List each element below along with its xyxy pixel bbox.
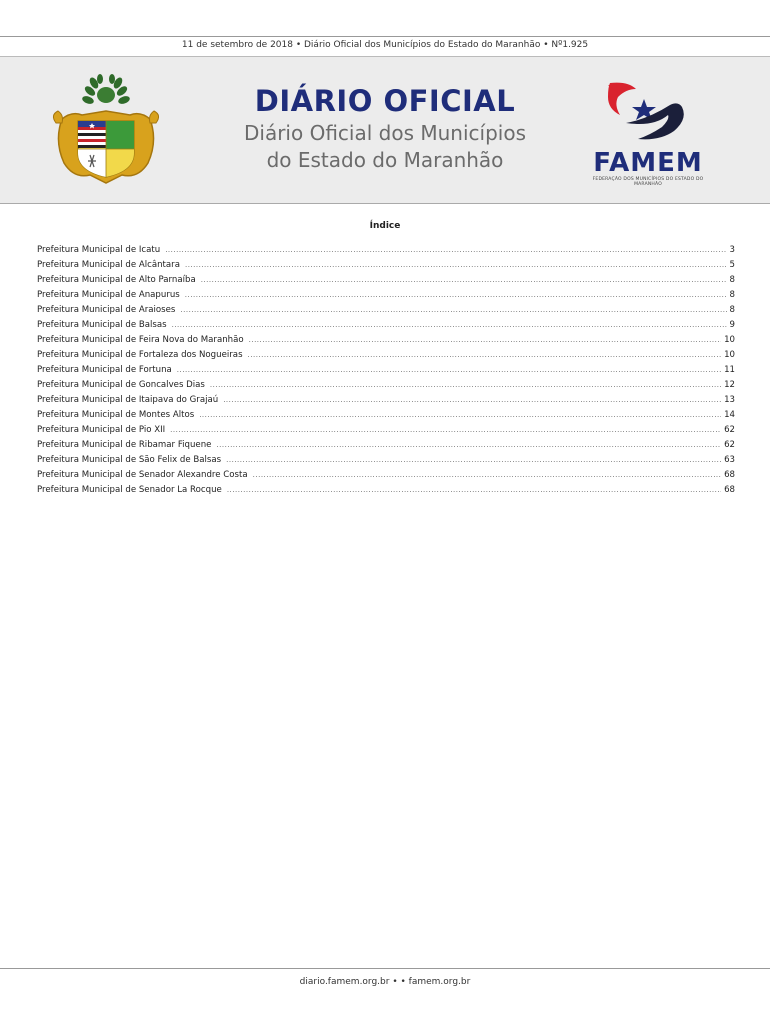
toc-entry-page[interactable]: 8: [729, 275, 735, 285]
toc-dot-leader: [185, 261, 727, 269]
toc-dot-leader: [223, 396, 721, 404]
toc-entry-page[interactable]: 10: [724, 335, 735, 345]
toc-dot-leader: [199, 411, 721, 419]
famem-subtext: FEDERAÇÃO DOS MUNICÍPIOS DO ESTADO DO MARANHÃO: [592, 177, 704, 187]
toc-entry[interactable]: [37, 395, 735, 410]
toc-dot-leader: [248, 351, 722, 359]
toc-entry-page[interactable]: 8: [729, 290, 735, 300]
toc-entry-label[interactable]: Prefeitura Municipal de Alcântara: [37, 260, 180, 270]
toc-entry-page[interactable]: 62: [724, 425, 735, 435]
toc-entry-page[interactable]: 5: [729, 260, 735, 270]
toc-entry[interactable]: [37, 380, 735, 395]
toc-entry-label[interactable]: Prefeitura Municipal de Araioses: [37, 305, 176, 315]
page-title: DIÁRIO OFICIAL: [254, 84, 516, 118]
toc-dot-leader: [216, 441, 721, 449]
toc-entry-label[interactable]: Prefeitura Municipal de Ribamar Fiquene: [37, 440, 212, 450]
toc-entry-label[interactable]: Prefeitura Municipal de Anapurus: [37, 290, 180, 300]
toc-dot-leader: [210, 381, 721, 389]
table-of-contents: [37, 245, 735, 500]
toc-dot-leader: [226, 456, 721, 464]
toc-entry-page[interactable]: 13: [724, 395, 735, 405]
toc-entry-label[interactable]: Prefeitura Municipal de Icatu: [37, 245, 161, 255]
famem-logo: [578, 79, 718, 189]
toc-entry[interactable]: [37, 440, 735, 455]
toc-dot-leader: [172, 321, 727, 329]
toc-dot-leader: [165, 246, 726, 254]
dateline: 11 de setembro de 2018 • Diário Oficial dos Municípios do Estado do Maranhão • Nº1.925: [181, 40, 589, 50]
toc-entry-label[interactable]: Prefeitura Municipal de Senador La Rocque: [37, 485, 222, 495]
toc-entry[interactable]: [37, 455, 735, 470]
toc-entry[interactable]: [37, 350, 735, 365]
toc-dot-leader: [253, 471, 721, 479]
toc-entry[interactable]: [37, 275, 735, 290]
toc-entry-page[interactable]: 14: [724, 410, 735, 420]
toc-entry[interactable]: [37, 470, 735, 485]
toc-dot-leader: [185, 291, 727, 299]
toc-entry[interactable]: [37, 305, 735, 320]
toc-dot-leader: [227, 486, 721, 494]
toc-entry-page[interactable]: 3: [729, 245, 735, 255]
bottom-rule: [0, 968, 770, 969]
toc-entry[interactable]: [37, 290, 735, 305]
masthead-title-block: [220, 83, 550, 173]
toc-entry-label[interactable]: Prefeitura Municipal de Balsas: [37, 320, 167, 330]
toc-entry[interactable]: [37, 245, 735, 260]
toc-entry-page[interactable]: 68: [724, 470, 735, 480]
toc-entry-label[interactable]: Prefeitura Municipal de Fortuna: [37, 365, 172, 375]
toc-entry-page[interactable]: 9: [729, 320, 735, 330]
subtitle-line-1: Diário Oficial dos Municípios: [244, 121, 526, 145]
subtitle-line-2: do Estado do Maranhão: [266, 148, 504, 172]
toc-entry[interactable]: [37, 320, 735, 335]
index-heading: Índice: [369, 221, 401, 231]
toc-entry-page[interactable]: 68: [724, 485, 735, 495]
toc-entry-label[interactable]: Prefeitura Municipal de Alto Parnaíba: [37, 275, 196, 285]
famem-wordmark: FAMEM: [593, 148, 703, 178]
toc-entry-page[interactable]: 62: [724, 440, 735, 450]
toc-entry-label[interactable]: Prefeitura Municipal de Itaipava do Grajaú: [37, 395, 219, 405]
toc-entry-label[interactable]: Prefeitura Municipal de São Felix de Balsas: [37, 455, 222, 465]
toc-entry[interactable]: [37, 485, 735, 500]
masthead: [0, 56, 770, 204]
toc-dot-leader: [177, 366, 721, 374]
toc-entry-label[interactable]: Prefeitura Municipal de Montes Altos: [37, 410, 195, 420]
toc-dot-leader: [180, 306, 726, 314]
toc-entry[interactable]: [37, 260, 735, 275]
toc-entry-page[interactable]: 8: [729, 305, 735, 315]
toc-entry-label[interactable]: Prefeitura Municipal de Goncalves Dias: [37, 380, 205, 390]
toc-dot-leader: [249, 336, 721, 344]
toc-entry-page[interactable]: 12: [724, 380, 735, 390]
toc-entry-label[interactable]: Prefeitura Municipal de Senador Alexandre Costa: [37, 470, 248, 480]
maranhao-coat-of-arms-icon: [50, 71, 162, 189]
toc-entry[interactable]: [37, 410, 735, 425]
toc-entry-label[interactable]: Prefeitura Municipal de Fortaleza dos Nogueiras: [37, 350, 243, 360]
toc-entry-label[interactable]: Prefeitura Municipal de Feira Nova do Maranhão: [37, 335, 244, 345]
toc-entry-label[interactable]: Prefeitura Municipal de Pio XII: [37, 425, 166, 435]
toc-dot-leader: [170, 426, 721, 434]
footer-text: diario.famem.org.br • • famem.org.br: [299, 977, 471, 987]
toc-entry-page[interactable]: 63: [724, 455, 735, 465]
top-rule: [0, 36, 770, 37]
famem-emblem-icon: [578, 79, 718, 151]
toc-entry-page[interactable]: 10: [724, 350, 735, 360]
toc-entry-page[interactable]: 11: [724, 365, 735, 375]
toc-entry[interactable]: [37, 365, 735, 380]
toc-dot-leader: [201, 276, 727, 284]
toc-entry[interactable]: [37, 425, 735, 440]
toc-entry[interactable]: [37, 335, 735, 350]
